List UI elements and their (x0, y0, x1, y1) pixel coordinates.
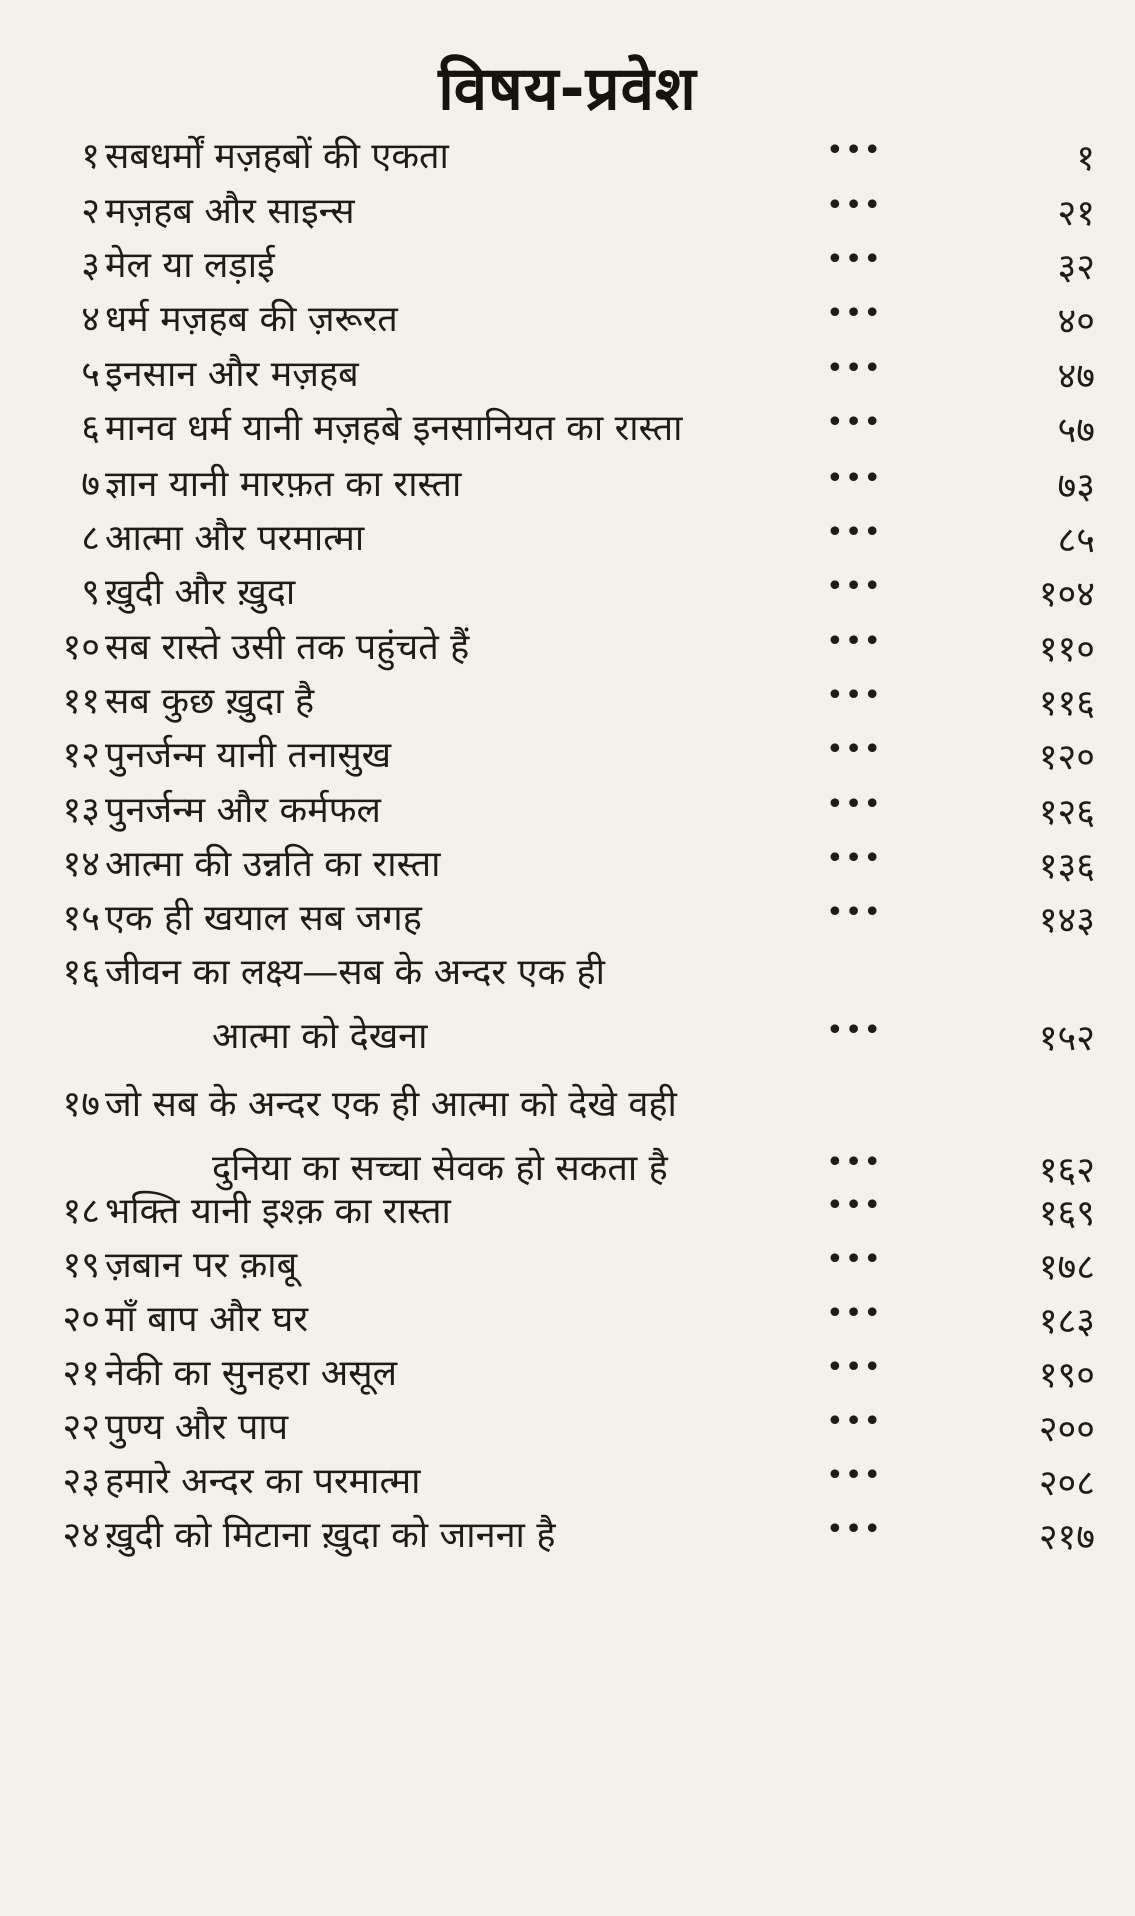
toc-entry-title: जीवन का लक्ष्य—सब के अन्दर एक ही (105, 952, 605, 993)
toc-leader-dots: ••• (826, 133, 883, 168)
toc-entry-title: धर्म मज़हब की ज़रूरत (105, 299, 398, 340)
toc-leader-dots: ••• (826, 242, 883, 277)
toc-entry-page-number: १२६ (1038, 792, 1095, 833)
toc-entry-title: माँ बाप और घर (105, 1299, 309, 1340)
toc-entry-number: २ (81, 191, 100, 232)
toc-entry-title: ज़बान पर क़ाबू (105, 1245, 298, 1286)
toc-entry-number: १८ (62, 1191, 100, 1232)
toc-entry-number: २४ (62, 1515, 100, 1556)
toc-entry-title: ज्ञान यानी मारफ़त का रास्ता (105, 464, 462, 505)
toc-leader-dots: ••• (826, 1188, 883, 1223)
toc-entry-number: १७ (62, 1084, 100, 1125)
toc-entry-number: ८ (81, 518, 100, 559)
toc-entry-title-continued: दुनिया का सच्चा सेवक हो सकता है (212, 1148, 668, 1189)
toc-leader-dots: ••• (826, 1013, 883, 1048)
toc-leader-dots: ••• (826, 461, 883, 496)
toc-entry (0, 941, 1135, 1069)
toc-entry-title: पुनर्जन्म यानी तनासुख (105, 735, 392, 776)
toc-entry-number: १४ (62, 844, 100, 885)
toc-entry-page-number: १५२ (1038, 1018, 1095, 1059)
toc-entry-number: ३ (81, 245, 100, 286)
toc-entry-page-number: ८५ (1057, 520, 1095, 561)
toc-entry-title: एक ही खयाल सब जगह (105, 898, 422, 939)
toc-entry-page-number: २१ (1057, 193, 1095, 234)
toc-entry-page-number: १६९ (1038, 1193, 1095, 1234)
toc-entry-number: १३ (62, 790, 100, 831)
toc-entry-page-number: १८३ (1038, 1301, 1095, 1342)
toc-entry-page-number: १२० (1038, 737, 1095, 778)
toc-entry-page-number: १०४ (1038, 574, 1095, 615)
toc-entry-number: २२ (62, 1407, 100, 1448)
toc-entry-number: ४ (81, 299, 100, 340)
toc-entry-number: ६ (81, 408, 100, 449)
toc-entry-page-number: १ (1076, 138, 1095, 179)
toc-entry-title: ख़ुदी को मिटाना ख़ुदा को जानना है (105, 1515, 556, 1556)
toc-leader-dots: ••• (826, 1350, 883, 1385)
toc-entry-page-number: २१७ (1038, 1517, 1095, 1558)
toc-entry-page-number: १६२ (1038, 1150, 1095, 1191)
toc-leader-dots: ••• (826, 405, 883, 440)
toc-leader-dots: ••• (826, 351, 883, 386)
toc-leader-dots: ••• (826, 841, 883, 876)
toc-entry-page-number: १९० (1038, 1355, 1095, 1396)
toc-entry-page-number: ७३ (1057, 466, 1095, 507)
toc-leader-dots: ••• (826, 569, 883, 604)
toc-entry-number: १० (62, 627, 100, 668)
toc-entry-number: २० (62, 1299, 100, 1340)
toc-entry-title: सब कुछ ख़ुदा है (105, 681, 315, 722)
toc-entry-title: आत्मा और परमात्मा (105, 518, 365, 559)
toc-entry-number: १५ (62, 898, 100, 939)
toc-entry-page-number: ११६ (1038, 683, 1095, 724)
toc-leader-dots: ••• (826, 515, 883, 550)
toc-leader-dots: ••• (826, 1512, 883, 1547)
toc-entry-page-number: २०८ (1038, 1463, 1095, 1504)
toc-leader-dots: ••• (826, 1458, 883, 1493)
toc-entry-title: मज़हब और साइन्स (105, 191, 355, 232)
toc-entry-page-number: ३२ (1057, 247, 1095, 288)
toc-entry-number: ११ (62, 681, 100, 722)
toc-leader-dots: ••• (826, 1242, 883, 1277)
toc-entry-title: मेल या लड़ाई (105, 245, 275, 286)
toc-leader-dots: ••• (826, 1296, 883, 1331)
toc-entry-title: पुनर्जन्म और कर्मफल (105, 790, 381, 831)
toc-entry-page-number: ४० (1057, 301, 1095, 342)
toc-entry-title-continued: आत्मा को देखना (212, 1016, 428, 1057)
toc-entry (0, 1504, 1135, 1568)
toc-entry-title: ख़ुदी और ख़ुदा (105, 572, 296, 613)
toc-leader-dots: ••• (826, 1404, 883, 1439)
toc-entry-number: २३ (62, 1461, 100, 1502)
toc-entry-number: ९ (81, 572, 100, 613)
toc-leader-dots: ••• (826, 296, 883, 331)
toc-leader-dots: ••• (826, 188, 883, 223)
toc-entry-title: नेकी का सुनहरा असूल (105, 1353, 397, 1394)
toc-entry-title: इनसान और मज़हब (105, 354, 359, 395)
toc-leader-dots: ••• (826, 1145, 883, 1180)
toc-entry (0, 397, 1135, 461)
toc-entry-page-number: ४७ (1057, 356, 1095, 397)
toc-entry-title: भक्ति यानी इश्क़ का रास्ता (105, 1191, 451, 1232)
toc-entry-page-number: २०० (1038, 1409, 1095, 1450)
toc-entry-title: आत्मा की उन्नति का रास्ता (105, 844, 441, 885)
toc-entry-title: पुण्य और पाप (105, 1407, 289, 1448)
toc-entry-page-number: १७८ (1038, 1247, 1095, 1288)
toc-entry-title: मानव धर्म यानी मज़हबे इनसानियत का रास्ता (105, 408, 683, 449)
toc-entry-title: सबधर्मों मज़हबों की एकता (105, 136, 449, 177)
toc-leader-dots: ••• (826, 895, 883, 930)
toc-entry-number: १ (81, 136, 100, 177)
toc-entry-number: १९ (62, 1245, 100, 1286)
toc-entry-page-number: १४३ (1038, 900, 1095, 941)
toc-entry-number: १६ (62, 952, 100, 993)
toc-entry-title: सब रास्ते उसी तक पहुंचते हैं (105, 627, 470, 668)
toc-entry-title: जो सब के अन्दर एक ही आत्मा को देखे वही (105, 1084, 677, 1125)
page-title: विषय-प्रवेश (438, 54, 697, 124)
toc-entry-page-number: १३६ (1038, 846, 1095, 887)
toc-entry-number: ५ (81, 354, 100, 395)
toc-entry-number: ७ (81, 464, 100, 505)
toc-entry-number: २१ (62, 1353, 100, 1394)
toc-entry-page-number: ५७ (1057, 410, 1095, 451)
toc-leader-dots: ••• (826, 678, 883, 713)
toc-entry-page-number: ११० (1038, 629, 1095, 670)
toc-leader-dots: ••• (826, 787, 883, 822)
toc-leader-dots: ••• (826, 732, 883, 767)
toc-leader-dots: ••• (826, 624, 883, 659)
toc-entry-number: १२ (62, 735, 100, 776)
toc-entry-title: हमारे अन्दर का परमात्मा (105, 1461, 421, 1502)
